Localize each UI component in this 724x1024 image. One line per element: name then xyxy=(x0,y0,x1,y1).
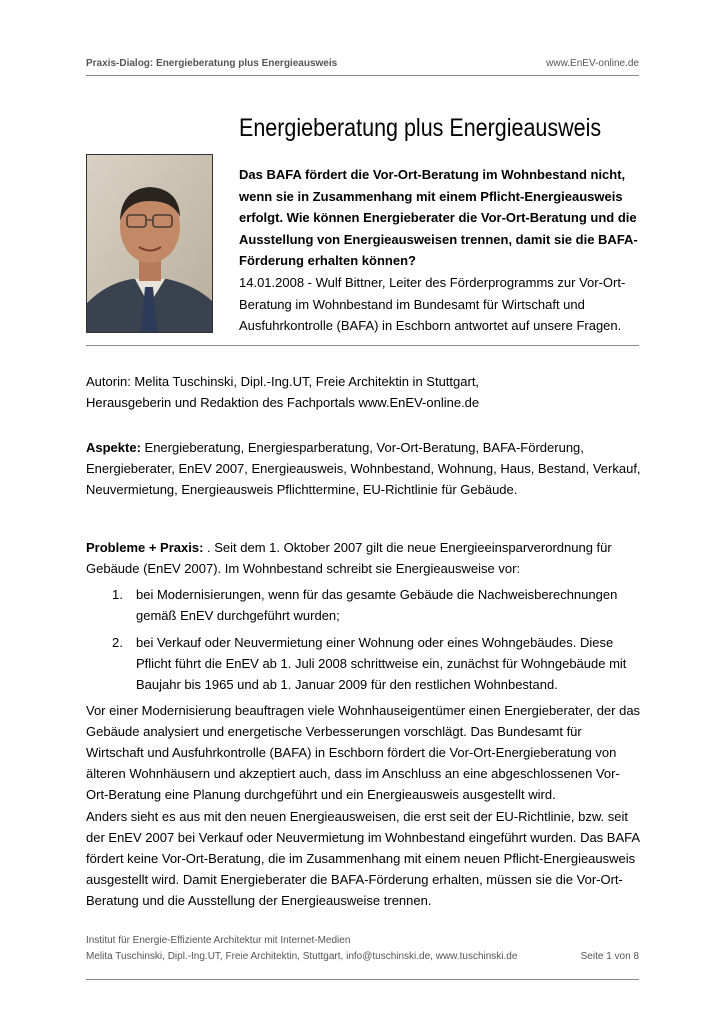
body-paragraph-2: Anders sieht es aus mit den neuen Energieausweisen, die erst seit der EU-Richtlinie, bzw. seit der EnEV 2007 bei Verkauf oder Neuvermietung im Wohnbestand eingeführt wurden. Das BAFA fördert keine Vor-Ort-Beratung, die im Zusammenhang mit einem neuen Pflicht-Energieausweis ausgestellt wird. Damit Energieberater die BAFA-Förderung erhalten, müssen sie die Vor-Ort-Beratung und die Ausstellung der Energieausweise trennen. xyxy=(86,809,640,908)
footer-rule xyxy=(86,979,639,980)
author-line-1: Autorin: Melita Tuschinski, Dipl.-Ing.UT, Freie Architektin in Stuttgart, xyxy=(86,374,480,389)
article-lead: Das BAFA fördert die Vor-Ort-Beratung im Wohnbestand nicht, wenn sie in Zusammenhang mit einem Pflicht-Energieausweis erfolgt. Wie können Energieberater die Vor-Ort-Beratung und die Ausstellung von Energieausweisen trennen, damit sie die BAFA-Förderung erhalten können? xyxy=(239,167,638,268)
page-header xyxy=(86,58,639,72)
author-line-2: Herausgeberin und Redaktion des Fachportals www.EnEV-online.de xyxy=(86,395,480,410)
aspects-label: Aspekte: xyxy=(86,440,141,455)
list-item-number: 2. xyxy=(112,635,123,650)
author-info xyxy=(86,371,646,413)
problems-paragraph xyxy=(86,537,641,579)
page-footer xyxy=(86,933,639,965)
article-meta: 14.01.2008 - Wulf Bittner, Leiter des Förderprogramms zur Vor-Ort-Beratung im Wohnbestand im Bundesamt für Wirtschaft und Ausfuhrkontrolle (BAFA) in Eschborn antwortet auf unsere Fragen. xyxy=(239,275,626,333)
aspects-paragraph xyxy=(86,437,641,500)
list-item-number: 1. xyxy=(112,587,123,602)
header-website: www.EnEV-online.de xyxy=(546,58,639,69)
list-item-text: bei Modernisierungen, wenn für das gesamte Gebäude die Nachweisberechnungen gemäß EnEV durchgeführt wurden; xyxy=(136,587,618,623)
header-title: Praxis-Dialog: Energieberatung plus Energieausweis xyxy=(86,58,338,69)
body-paragraph-1: Vor einer Modernisierung beauftragen viele Wohnhauseigentümer einen Energieberater, der das Gebäude analysiert und energetische Verbesserungen vorschlägt. Das Bundesamt für Wirtschaft und Ausfuhrkontrolle (BAFA) in Eschborn fördert die Vor-Ort-Energieberatung von älteren Wohnhäusern und akzeptiert auch, dass im Anschluss an eine abgeschlossenen Vor-Ort-Beratung eine Planung durchgeführt und ein Energieausweis ausgestellt wird. xyxy=(86,703,641,802)
article-title: Energieberatung plus Energieausweis xyxy=(239,114,602,142)
footer-institute: Institut für Energie-Effiziente Architektur mit Internet-Medien xyxy=(86,935,351,946)
intro-rule xyxy=(86,345,639,346)
problems-text: . Seit dem 1. Oktober 2007 gilt die neue Energieeinsparverordnung für Gebäude (EnEV 2007). Im Wohnbestand schreibt sie Energieausweise vor: xyxy=(86,540,612,576)
list-item-text: bei Verkauf oder Neuvermietung einer Wohnung oder eines Wohngebäudes. Diese Pflicht führt die EnEV ab 1. Juli 2008 schrittweise ein, zunächst für Wohngebäude mit Baujahr bis 1965 und ab 1. Januar 2009 für den restlichen Wohnbestand. xyxy=(136,635,627,692)
author-portrait-photo xyxy=(86,154,213,333)
page-number: Seite 1 von 8 xyxy=(580,951,639,962)
header-rule xyxy=(86,75,639,76)
problems-label: Probleme + Praxis: xyxy=(86,540,204,555)
aspects-text: Energieberatung, Energiesparberatung, Vor-Ort-Beratung, BAFA-Förderung, Energieberater, EnEV 2007, Energieausweis, Wohnbestand, Wohnung, Haus, Bestand, Verkauf, Neuvermietung, Energieausweis Pflichttermine, EU-Richtlinie für Gebäude. xyxy=(86,440,641,497)
footer-contact: Melita Tuschinski, Dipl.-Ing.UT, Freie Architektin, Stuttgart, info@tuschinski.de, www.tuschinski.de xyxy=(86,951,518,962)
